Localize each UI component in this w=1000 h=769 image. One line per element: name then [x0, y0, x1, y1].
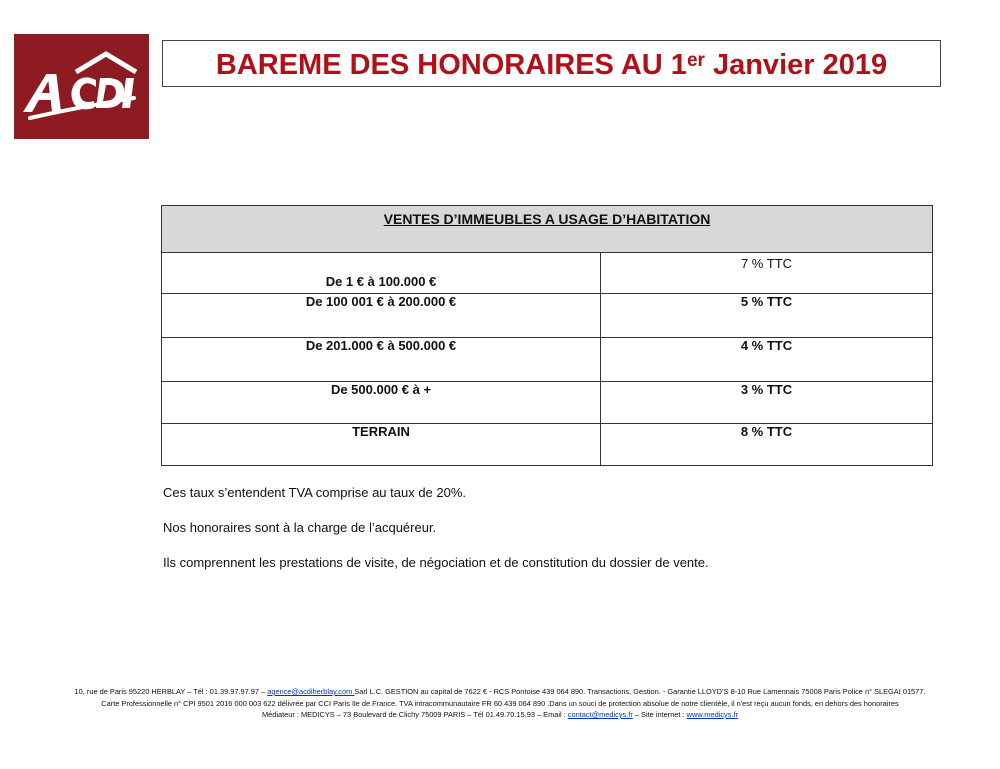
acdi-logo-mark: [14, 34, 149, 139]
price-range-cell: De 201.000 € à 500.000 €: [162, 338, 601, 382]
price-range-cell: De 100 001 € à 200.000 €: [162, 294, 601, 338]
title-rest: Janvier 2019: [704, 49, 888, 81]
acdi-logo: [14, 34, 149, 139]
footer-site-label: – Site internet :: [632, 710, 687, 719]
footer-line-2: Carte Professionnelle n° CPI 9501 2016 000 003 622 délivrée par CCI Paris Ile de France. TVA intracommunautaire FR 60 439 064 890 .Dans un souci de protection absolue de notre clientèle, il n'est reçu aucun fonds, en dehors des honoraires: [101, 698, 899, 708]
footer-line-1: [0, 686, 1000, 698]
table-row: [162, 253, 933, 294]
footer: [0, 686, 1000, 721]
table-row: [162, 294, 933, 338]
price-range-cell: De 500.000 € à +: [162, 382, 601, 424]
table-header-text: VENTES D’IMMEUBLES A USAGE D’HABITATION: [383, 211, 711, 227]
footer-address: 10, rue de Paris 95220 HERBLAY – Tél : 01.39.97.97.97 –: [74, 687, 268, 696]
price-range-cell: TERRAIN: [162, 424, 601, 466]
page-title: [163, 49, 940, 81]
table-row: [162, 424, 933, 466]
notes: [163, 485, 709, 590]
fee-rate-cell: 4 % TTC: [601, 338, 933, 382]
title-main: BAREME DES HONORAIRES AU 1: [215, 49, 687, 81]
fee-rate-cell: 8 % TTC: [601, 424, 933, 466]
fee-rate-cell: 3 % TTC: [601, 382, 933, 424]
footer-mediator: Médiateur : MEDICYS – 73 Boulevard de Clichy 75009 PARIS – Tél 01.49.70.15.93 – Email :: [262, 710, 568, 719]
title-box: [162, 40, 941, 87]
table-row: [162, 382, 933, 424]
mediator-email-link[interactable]: contact@medicys.fr: [567, 710, 633, 719]
mediator-website-link[interactable]: www.medicys.fr: [686, 710, 738, 719]
table-header: [162, 206, 933, 253]
table-row: [162, 338, 933, 382]
note-buyer-pays: Nos honoraires sont à la charge de l’acquéreur.: [163, 520, 437, 535]
footer-line-3: [0, 709, 1000, 721]
price-range-cell: De 1 € à 100.000 €: [162, 253, 601, 294]
title-superscript: er: [686, 50, 705, 71]
note-vat: Ces taux s’entendent TVA comprise au taux de 20%.: [163, 485, 467, 500]
fee-rate-cell: 7 % TTC: [601, 253, 933, 294]
note-services: Ils comprennent les prestations de visite, de négociation et de constitution du dossier de vente.: [163, 555, 709, 570]
agency-email-link[interactable]: agence@acdiherblay.com: [267, 687, 355, 696]
footer-company-info: Sarl L.C. GESTION au capital de 7622 € - RCS Pontoise 439 064 890. Transactions, Gestion. - Garantie LLOYD’S 8-10 Rue Lamennais 75008 Paris Police n° SLEGAI 01577.: [354, 687, 926, 696]
fee-rate-cell: 5 % TTC: [601, 294, 933, 338]
fee-table: [161, 205, 933, 466]
